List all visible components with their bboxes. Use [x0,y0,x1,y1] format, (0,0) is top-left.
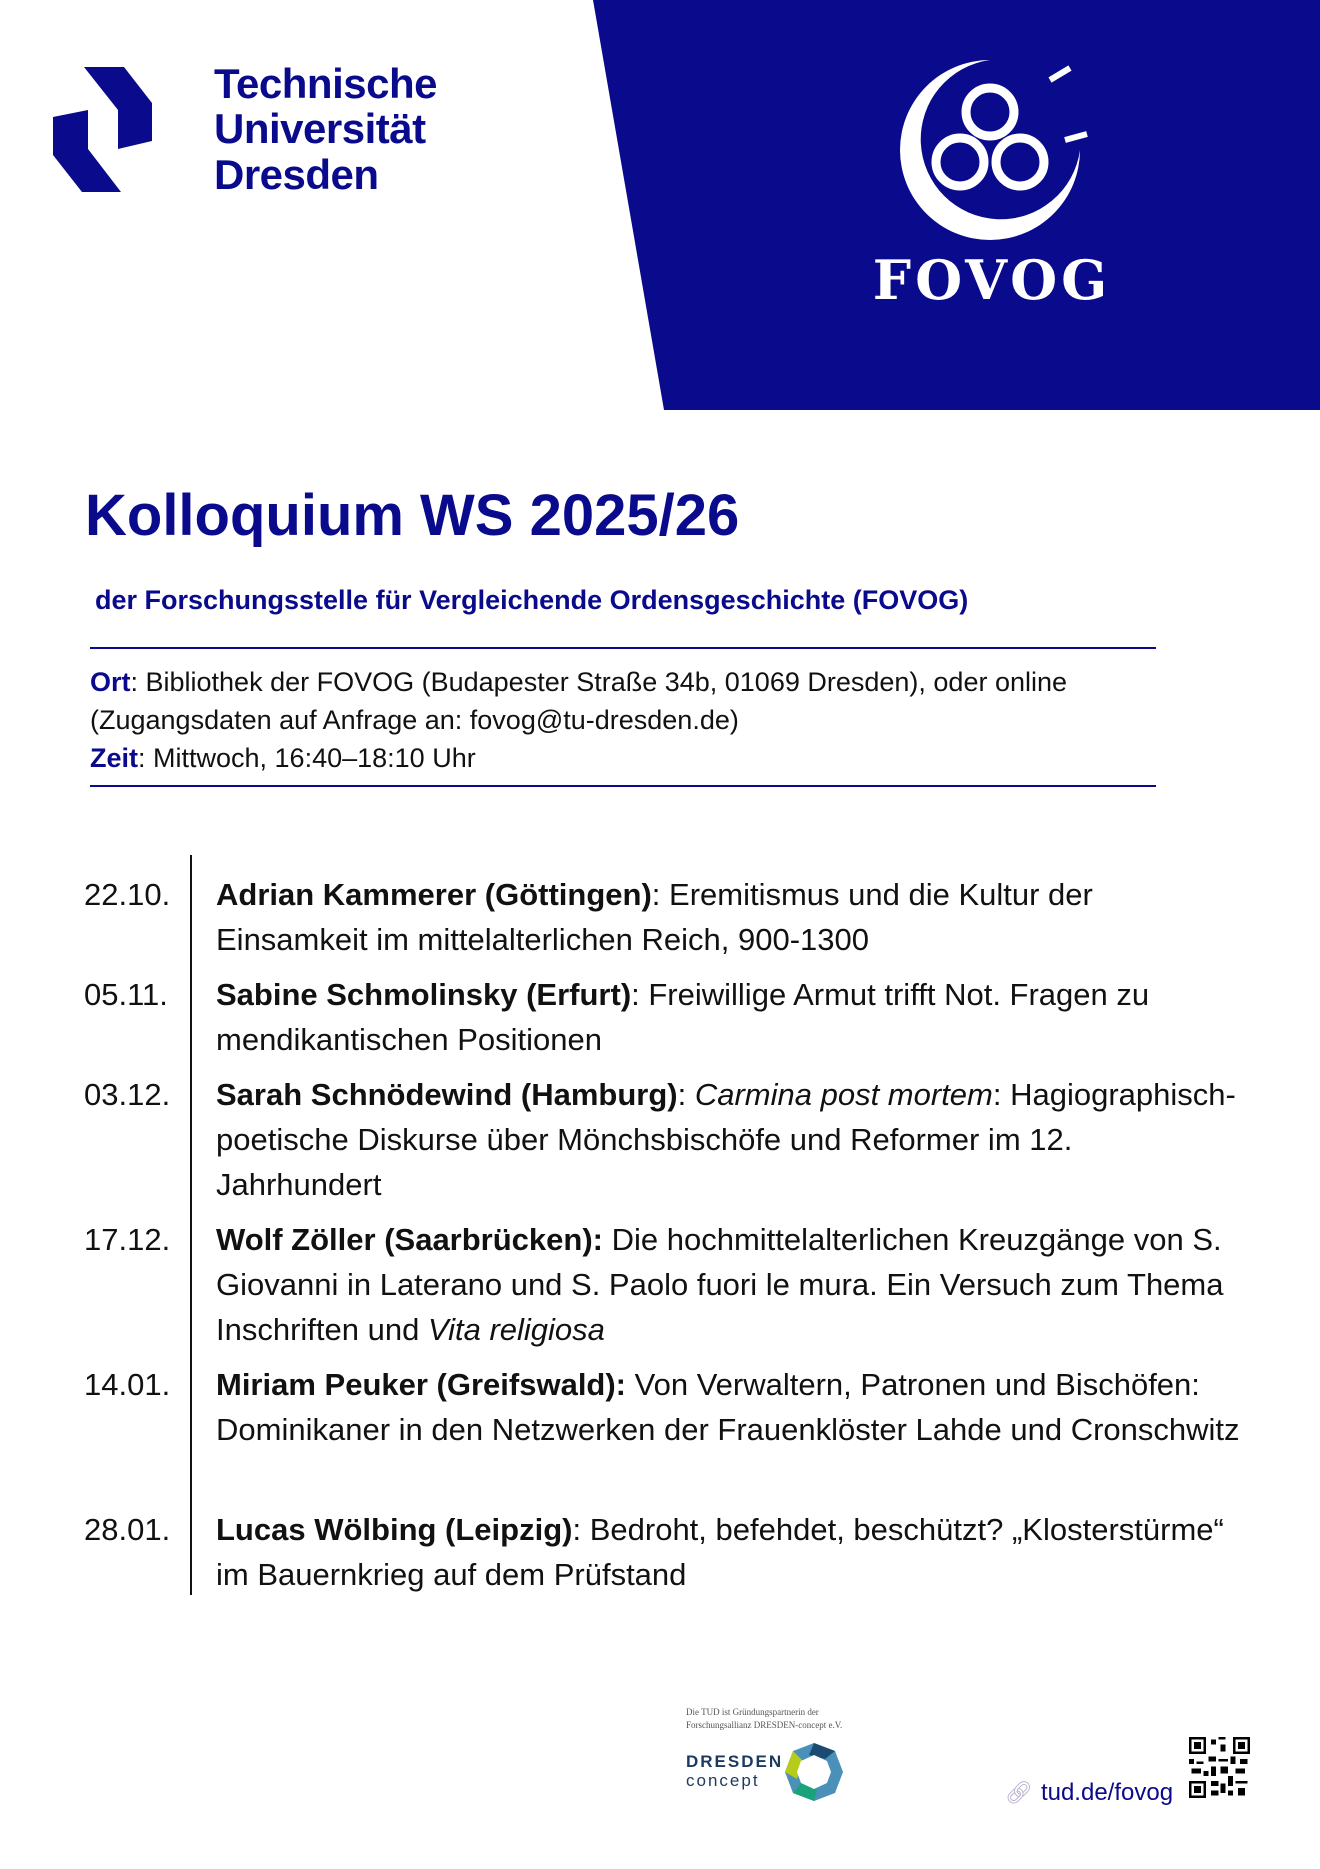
access-info: (Zugangsdaten auf Anfrage an: fovog@tu-dresden.de) [90,705,739,735]
entry-title: Die hochmittelalterlichen Kreuzgänge von S. Giovanni in Laterano und S. Paolo fuori le mura. Ein Versuch zum Thema Inschriften und [216,1222,1224,1347]
entry-title: Von Verwaltern, Patronen und Bischöfen: Dominikaner in den Netzwerken der Frauenklöster Lahde und Cronschwitz [216,1367,1240,1447]
dresden-concept-logo-text [686,1752,783,1790]
zeit-label: Zeit [90,743,139,773]
partner-note [686,1706,842,1732]
entry-speaker: Wolf Zöller (Saarbrücken): [216,1222,603,1257]
event-info [90,663,1067,777]
entry-title-italic: Vita religiosa [427,1312,605,1347]
partner-note-line-1: Die TUD ist Gründungspartnerin der [686,1707,819,1717]
dresden-concept-ring-logo [783,1741,845,1803]
entry-speaker: Sarah Schnödewind (Hamburg) [216,1077,678,1112]
entry-title: Eremitismus und die Kultur der Einsamkeit im mittelalterlichen Reich, 900-1300 [216,877,1093,957]
entry-date: 28.01. [84,1512,171,1547]
dc-line-1: DRESDEN [686,1752,784,1771]
tud-name-line-2: Universität [214,105,426,152]
fovog-emblem-logo [880,50,1100,250]
entry-speaker: Miriam Peuker (Greifswald): [216,1367,627,1402]
tud-name-line-3: Dresden [214,151,379,198]
entry-date: 14.01. [84,1367,171,1402]
website-link-text: tud.de/fovog [1040,1779,1174,1806]
entry-speaker: Sabine Schmolinsky (Erfurt) [216,977,632,1012]
website-link[interactable] [1005,1779,1173,1807]
page-title: Kolloquium WS 2025/26 [85,483,740,548]
partner-note-line-2: Forschungsallianz DRESDEN-concept e.V. [686,1720,843,1730]
entry-title-italic: Carmina post mortem [694,1077,993,1112]
entry-speaker: Adrian Kammerer (Göttingen) [216,877,652,912]
schedule-entry [84,972,1244,1062]
entry-title: Freiwillige Armut trifft Not. Fragen zu mendikantischen Positionen [216,977,1150,1057]
entry-sep: : [651,877,670,912]
entry-sep [603,1222,612,1257]
entry-date: 05.11. [84,977,168,1012]
page-subtitle: der Forschungsstelle für Vergleichende Ordensgeschichte (FOVOG) [95,585,969,615]
ort-label: Ort [90,667,131,697]
schedule-entry [84,872,1244,962]
entry-title: : Hagiographisch-poetische Diskurse über Mönchsbischöfe und Reformer im 12. Jahrhundert [216,1077,1236,1202]
entry-sep: : [572,1512,590,1547]
schedule-entry [84,1507,1244,1597]
link-icon: 🔗︎ [1005,1780,1033,1805]
ort-text: : Bibliothek der FOVOG (Budapester Straße 34b, 01069 Dresden), oder online [130,667,1068,697]
entry-sep [626,1367,635,1402]
entry-sep: : [677,1077,695,1112]
entry-speaker: Lucas Wölbing (Leipzig) [216,1512,573,1547]
schedule-entry [84,1362,1244,1452]
divider-bottom [90,785,1156,787]
entry-title: Bedroht, befehdet, beschützt? „Klosterstürme“ im Bauernkrieg auf dem Prüfstand [216,1512,1224,1592]
divider-top [90,647,1156,649]
schedule-entry [84,1072,1244,1207]
schedule-entry [84,1217,1244,1352]
entry-date: 03.12. [84,1077,171,1112]
entry-date: 22.10. [84,877,171,912]
fovog-wordmark: FOVOG [872,248,1112,312]
dc-line-2: concept [686,1771,760,1790]
qr-code [1189,1737,1250,1798]
zeit-text: : Mittwoch, 16:40–18:10 Uhr [138,743,476,773]
entry-date: 17.12. [84,1222,171,1257]
tud-name-line-1: Technische [214,60,437,107]
entry-sep: : [631,977,649,1012]
